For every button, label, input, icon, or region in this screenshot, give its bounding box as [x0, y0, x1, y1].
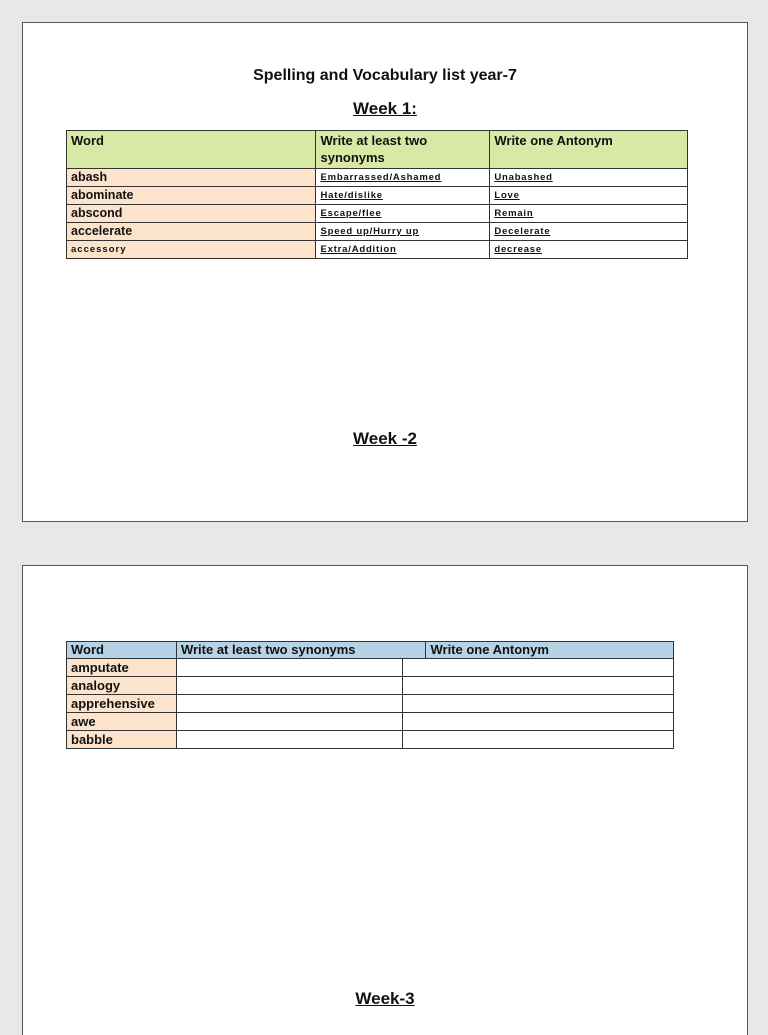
table-row — [67, 677, 674, 695]
table-row — [67, 223, 688, 241]
synonyms-cell[interactable] — [176, 713, 402, 731]
header-word: Word — [67, 131, 316, 169]
header-word: Word — [67, 642, 177, 659]
word-cell: abscond — [67, 205, 316, 223]
table-header-row — [67, 642, 674, 659]
word-cell: babble — [67, 731, 177, 749]
table-row — [67, 659, 674, 677]
table-row — [67, 731, 674, 749]
antonym-cell: Unabashed — [490, 169, 688, 187]
word-cell: amputate — [67, 659, 177, 677]
word-cell: abash — [67, 169, 316, 187]
week-1-vocabulary-table — [66, 130, 688, 259]
table-row — [67, 695, 674, 713]
word-cell: accessory — [67, 241, 316, 259]
table-row — [67, 187, 688, 205]
antonym-cell[interactable] — [402, 659, 673, 677]
header-synonyms: Write at least two synonyms — [176, 642, 426, 659]
synonyms-cell: Extra/Addition — [316, 241, 490, 259]
word-cell: analogy — [67, 677, 177, 695]
table-row — [67, 241, 688, 259]
week-2-vocabulary-table — [66, 641, 674, 749]
antonym-cell[interactable] — [402, 677, 673, 695]
header-antonym: Write one Antonym — [490, 131, 688, 169]
antonym-cell: Love — [490, 187, 688, 205]
word-cell: accelerate — [67, 223, 316, 241]
antonym-cell[interactable] — [402, 695, 673, 713]
document-page-1 — [22, 22, 748, 522]
week-1-heading: Week 1: — [353, 99, 417, 118]
word-cell: awe — [67, 713, 177, 731]
header-synonyms: Write at least two synonyms — [316, 131, 490, 169]
document-page-2 — [22, 565, 748, 1035]
week-3-heading: Week-3 — [355, 989, 415, 1008]
synonyms-cell: Speed up/Hurry up — [316, 223, 490, 241]
header-antonym: Write one Antonym — [426, 642, 674, 659]
word-cell: abominate — [67, 187, 316, 205]
page-title: Spelling and Vocabulary list year-7 — [253, 67, 517, 84]
table-row — [67, 713, 674, 731]
table-header-row — [67, 131, 688, 169]
synonyms-cell[interactable] — [176, 677, 402, 695]
synonyms-cell: Hate/dislike — [316, 187, 490, 205]
antonym-cell: Remain — [490, 205, 688, 223]
synonyms-cell: Escape/flee — [316, 205, 490, 223]
antonym-cell[interactable] — [402, 731, 673, 749]
antonym-cell[interactable] — [402, 713, 673, 731]
synonyms-cell[interactable] — [176, 695, 402, 713]
synonyms-cell[interactable] — [176, 731, 402, 749]
synonyms-cell[interactable] — [176, 659, 402, 677]
week-2-heading: Week -2 — [353, 429, 417, 448]
table-row — [67, 205, 688, 223]
antonym-cell: Decelerate — [490, 223, 688, 241]
synonyms-cell: Embarrassed/Ashamed — [316, 169, 490, 187]
table-row — [67, 169, 688, 187]
word-cell: apprehensive — [67, 695, 177, 713]
antonym-cell: decrease — [490, 241, 688, 259]
